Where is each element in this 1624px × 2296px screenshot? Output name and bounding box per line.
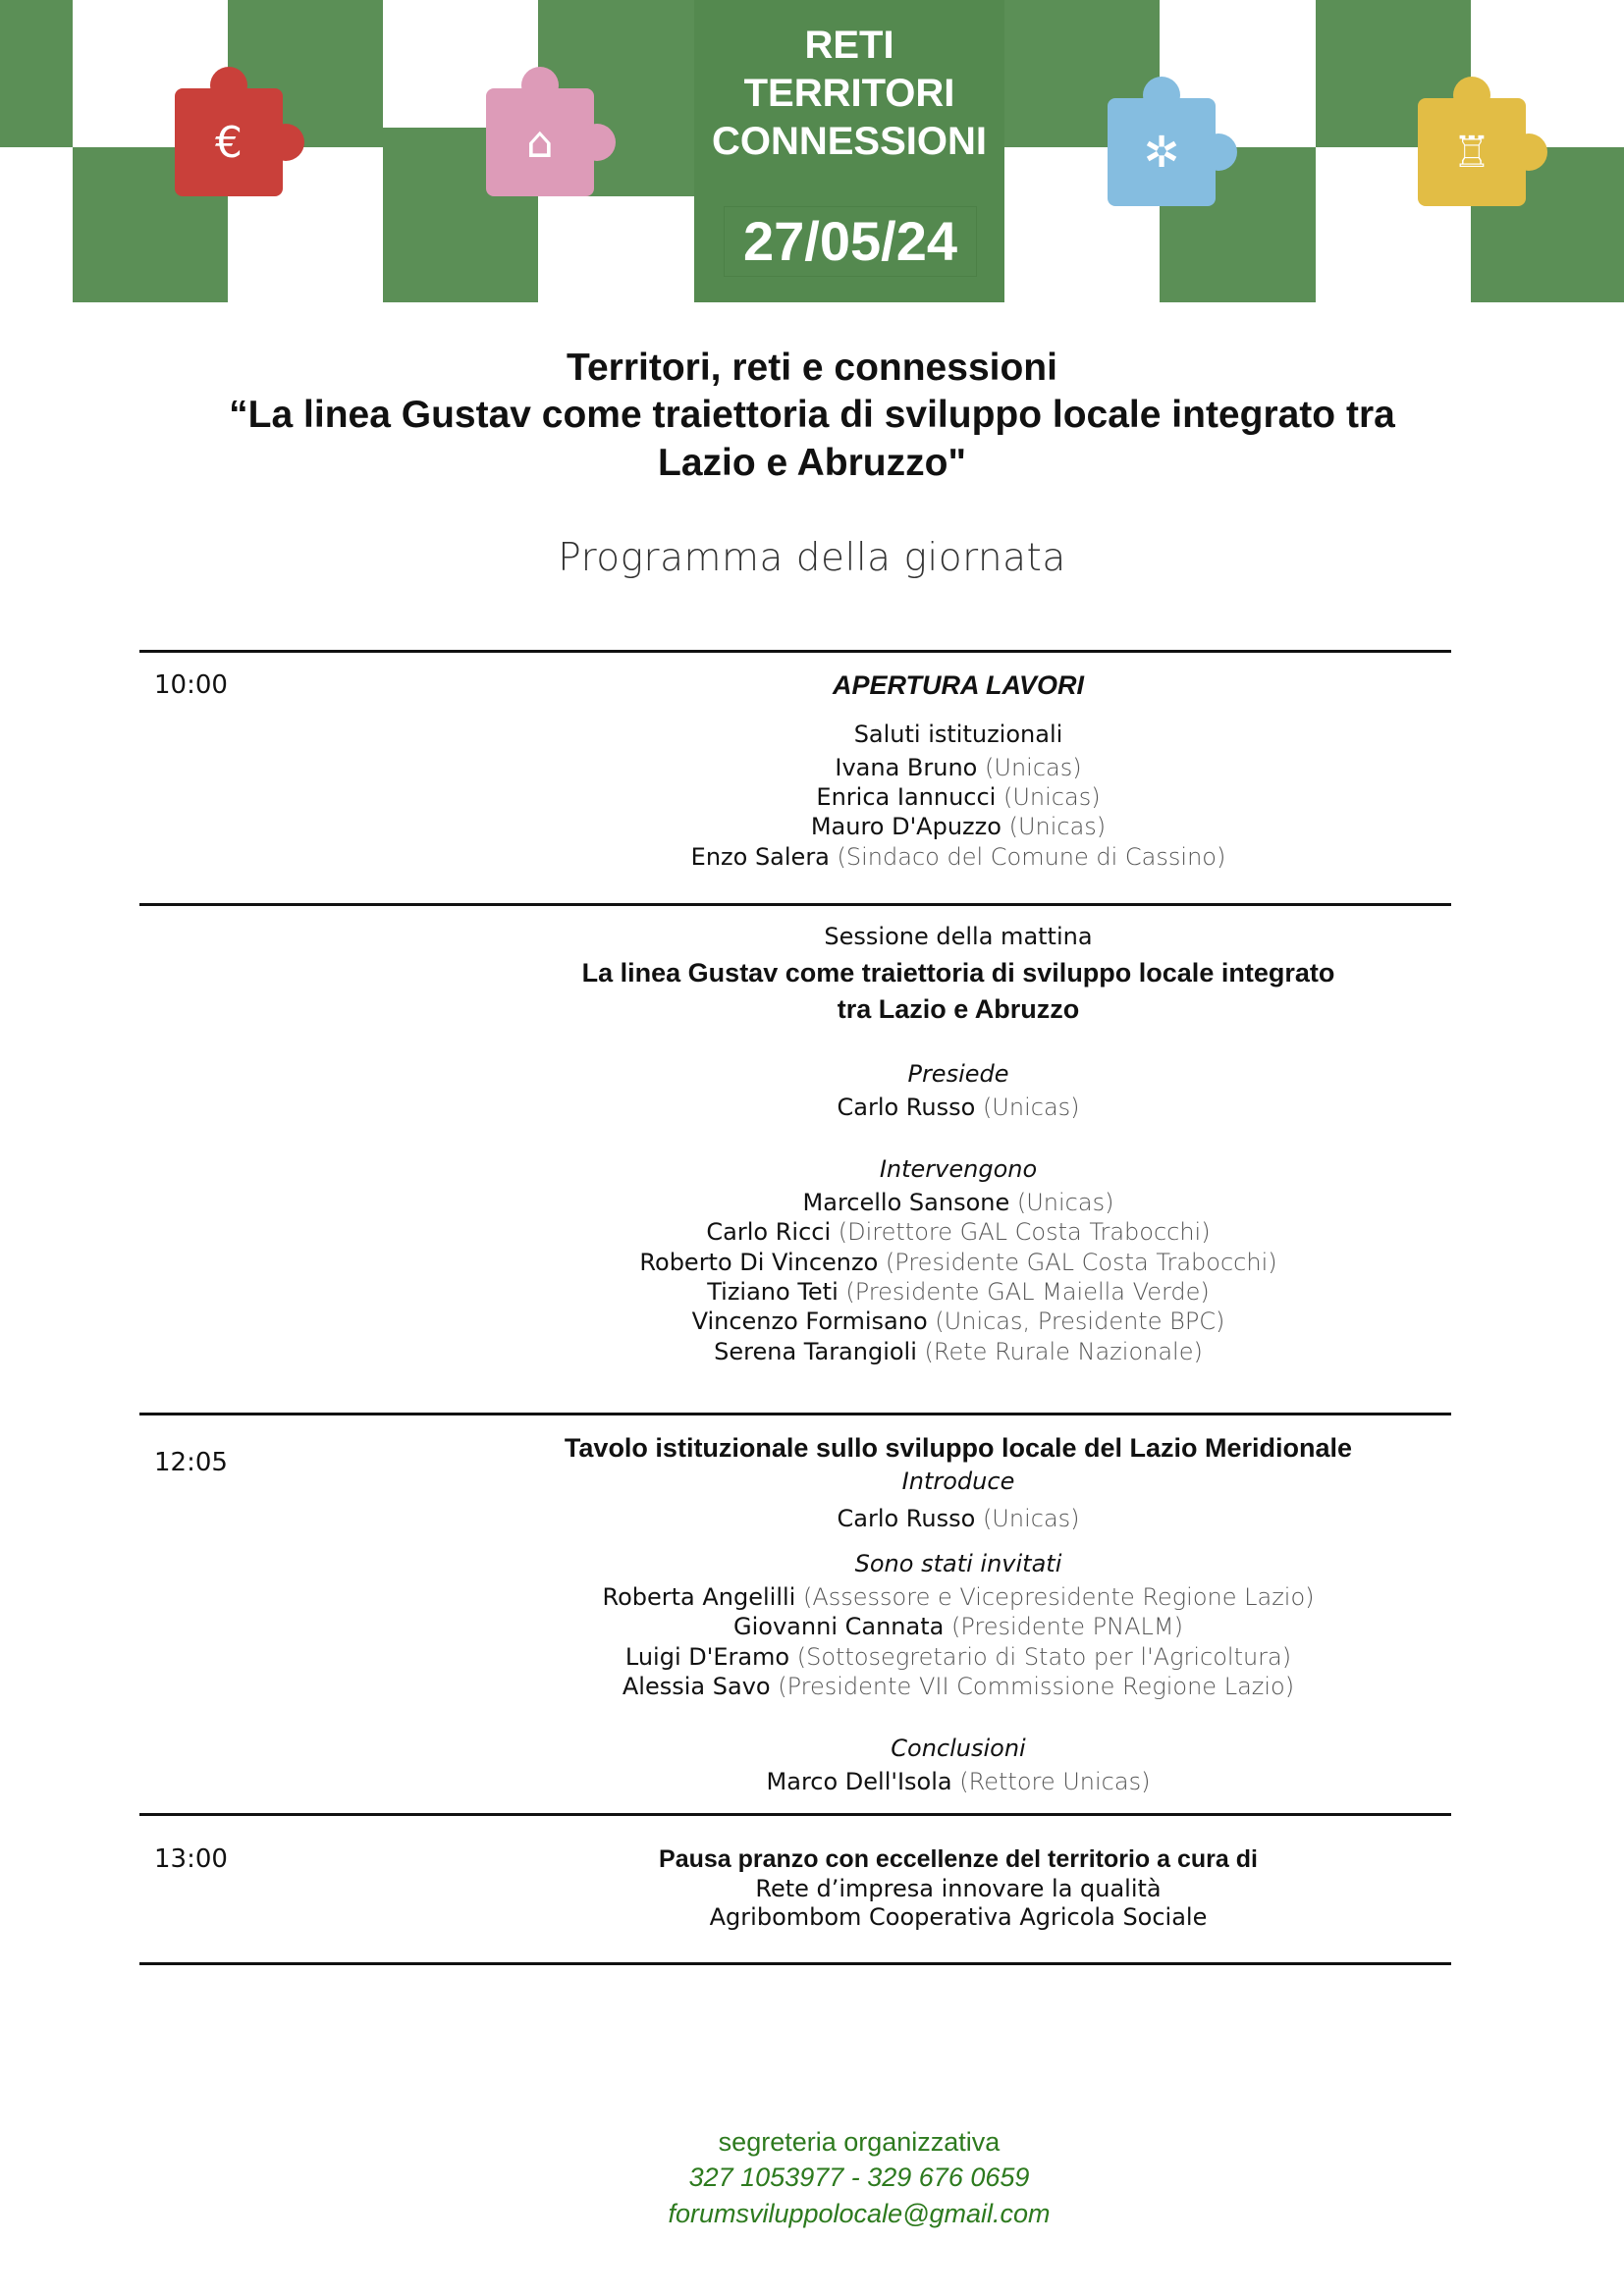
speaker-affiliation: (Presidente GAL Costa Trabocchi): [885, 1249, 1277, 1276]
puzzle-network-icon: ✲: [1108, 98, 1216, 206]
speaker-affiliation: (Presidente PNALM): [950, 1613, 1183, 1640]
page-subtitle: Programma della giornata: [558, 536, 1066, 580]
puzzle-wine-icon: ♖: [1418, 98, 1526, 206]
session-title-line2: tra Lazio e Abruzzo: [837, 994, 1080, 1024]
speaker-name: Carlo Ricci: [706, 1218, 832, 1246]
speaker-affiliation: (Sottosegretario di Stato per l'Agricoltura): [796, 1643, 1292, 1671]
divider: [139, 1962, 1451, 1965]
chair-label: Presiede: [907, 1060, 1009, 1088]
speaker-affiliation: (Unicas): [982, 1505, 1080, 1532]
speaker: [467, 1093, 1449, 1122]
divider: [139, 1413, 1451, 1415]
speaker-name: Enzo Salera: [690, 843, 830, 871]
speaker-affiliation: (Unicas): [1002, 783, 1101, 811]
session-title: Pausa pranzo con eccellenze del territorio a cura di: [659, 1845, 1258, 1873]
speaker: [467, 1767, 1449, 1796]
session-title: Tavolo istituzionale sullo sviluppo locale del Lazio Meridionale: [564, 1433, 1353, 1463]
speaker: [467, 1217, 1449, 1247]
session-label: Sessione della mattina: [824, 923, 1093, 950]
puzzle-euro-icon: €: [175, 88, 283, 196]
speaker-name: Carlo Russo: [837, 1505, 976, 1532]
speaker-name: Roberto Di Vincenzo: [639, 1249, 879, 1276]
lunch-host: Agribombom Cooperativa Agricola Sociale: [709, 1903, 1208, 1931]
speaker-name: Tiziano Teti: [707, 1278, 839, 1306]
time-label: 13:00: [154, 1844, 228, 1874]
speaker-name: Vincenzo Formisano: [691, 1308, 928, 1335]
speaker-affiliation: (Rete Rurale Nazionale): [924, 1338, 1203, 1365]
session-subtitle: Saluti istituzionali: [853, 721, 1063, 748]
speaker-affiliation: (Sindaco del Comune di Cassino): [837, 843, 1226, 871]
lunch-host: Rete d’impresa innovare la qualità: [755, 1875, 1162, 1902]
divider: [139, 1813, 1451, 1816]
speaker-name: Serena Tarangioli: [714, 1338, 917, 1365]
header-banner: [0, 0, 1624, 302]
speaker: [467, 1277, 1449, 1307]
speaker: [467, 1188, 1449, 1217]
time-label: 12:05: [154, 1448, 228, 1477]
divider: [139, 650, 1451, 653]
banner-title-line: TERRITORI: [743, 72, 955, 115]
speaker: [467, 1307, 1449, 1336]
banner-tile: [538, 196, 694, 302]
speaker-affiliation: (Assessore e Vicepresidente Regione Lazio): [802, 1583, 1315, 1611]
speaker-affiliation: (Unicas, Presidente BPC): [935, 1308, 1225, 1335]
speaker-name: Ivana Bruno: [835, 754, 978, 781]
intro-label: Introduce: [901, 1468, 1015, 1495]
speaker: [467, 842, 1449, 872]
speaker-name: Marco Dell'Isola: [766, 1768, 952, 1795]
banner-tile: [0, 147, 73, 302]
speaker: [467, 782, 1449, 812]
banner-date: 27/05/24: [724, 206, 977, 277]
speaker-name: Alessia Savo: [622, 1673, 771, 1700]
speaker-affiliation: (Unicas): [1016, 1189, 1114, 1216]
banner-title-panel: [694, 0, 1004, 302]
speaker: [467, 812, 1449, 841]
speaker-name: Enrica Iannucci: [816, 783, 997, 811]
footer-label: segreteria organizzativa: [718, 2127, 1001, 2157]
time-label: 10:00: [154, 670, 228, 700]
speaker: [467, 753, 1449, 782]
speaker-name: Mauro D'Apuzzo: [810, 813, 1001, 840]
page-title: Territori, reti e connessioni: [567, 347, 1057, 389]
speaker-affiliation: (Presidente VII Commissione Regione Lazio): [778, 1673, 1295, 1700]
speaker-affiliation: (Unicas): [1008, 813, 1107, 840]
speaker-name: Roberta Angelilli: [602, 1583, 796, 1611]
speaker-name: Giovanni Cannata: [733, 1613, 945, 1640]
speaker-affiliation: (Presidente GAL Maiella Verde): [845, 1278, 1210, 1306]
speaker: [467, 1612, 1449, 1641]
speaker-affiliation: (Unicas): [985, 754, 1082, 781]
speaker: [467, 1582, 1449, 1612]
puzzle-town-icon: ⌂: [486, 88, 594, 196]
speaker: [467, 1504, 1449, 1533]
speaker: [467, 1642, 1449, 1672]
divider: [139, 903, 1451, 906]
invited-label: Sono stati invitati: [854, 1550, 1062, 1577]
page-title-line2: “La linea Gustav come traiettoria di sviluppo locale integrato tra: [229, 394, 1395, 436]
footer-phones: 327 1053977 - 329 676 0659: [688, 2163, 1030, 2192]
speaker: [467, 1337, 1449, 1366]
banner-title-line: CONNESSIONI: [711, 120, 988, 163]
speakers-label: Intervengono: [879, 1155, 1038, 1183]
speaker-name: Marcello Sansone: [802, 1189, 1010, 1216]
speaker: [467, 1248, 1449, 1277]
speaker-affiliation: (Rettore Unicas): [959, 1768, 1151, 1795]
conclusions-label: Conclusioni: [891, 1735, 1026, 1762]
speaker-name: Carlo Russo: [837, 1094, 976, 1121]
speaker-affiliation: (Unicas): [982, 1094, 1080, 1121]
page-title-line3: Lazio e Abruzzo": [658, 442, 966, 484]
speaker-affiliation: (Direttore GAL Costa Trabocchi): [838, 1218, 1211, 1246]
footer-email-link[interactable]: forumsviluppolocale@gmail.com: [668, 2199, 1051, 2228]
session-title: APERTURA LAVORI: [832, 670, 1084, 700]
speaker: [467, 1672, 1449, 1701]
banner-title-line: RETI: [804, 24, 894, 67]
speaker-name: Luigi D'Eramo: [624, 1643, 790, 1671]
banner-tile: [0, 0, 73, 147]
session-title: La linea Gustav come traiettoria di sviluppo locale integrato: [581, 958, 1335, 988]
